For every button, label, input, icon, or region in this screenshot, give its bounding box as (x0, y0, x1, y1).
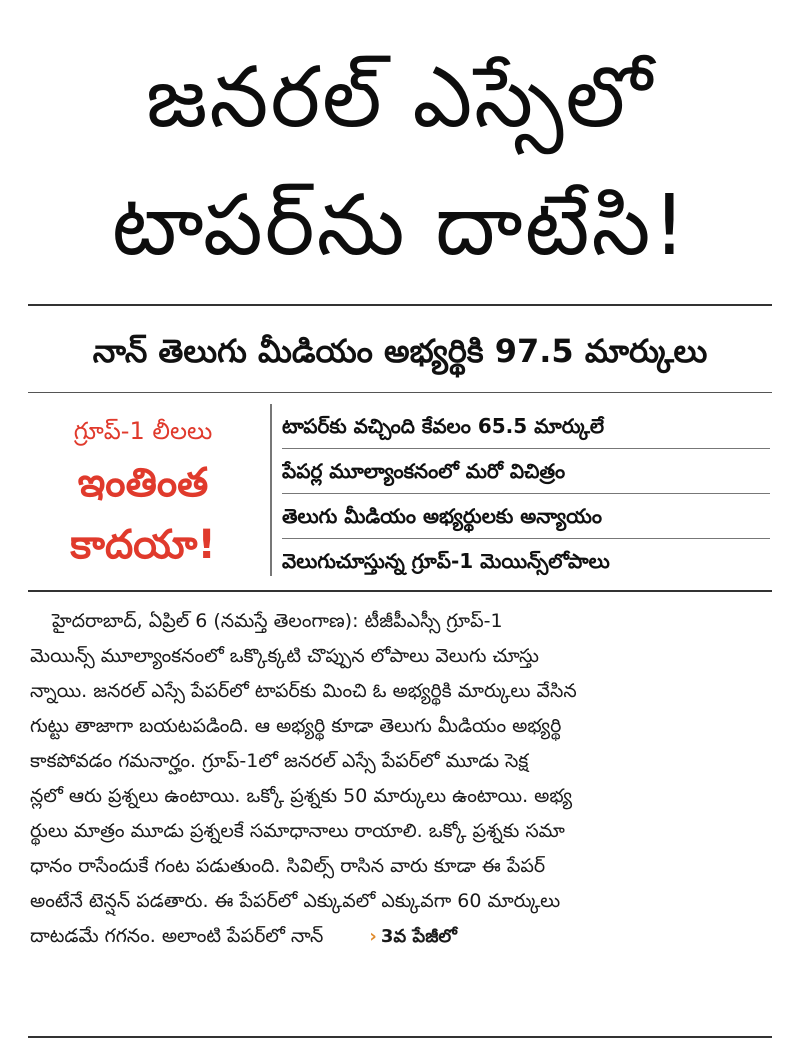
subheadline: నాన్ తెలుగు మీడియం అభ్యర్థికి 97.5 మార్కులు (92, 332, 708, 370)
body-line: న్లలో ఆరు ప్రశ్నలు ఉంటాయి. ఒక్కో ప్రశ్నకు 50 మార్కులు ఉంటాయి. అభ్య (30, 785, 573, 807)
continuation-label: 3వ పేజీలో (380, 926, 457, 947)
body-line: కాకపోవడం గమనార్హం. గ్రూప్-1లో జనరల్ ఎస్సే పేపర్‌లో మూడు సెక్ష (30, 750, 529, 772)
continuation-link[interactable] (369, 926, 457, 947)
kicker-line-1: గ్రూప్-1 లీలలు (73, 417, 213, 445)
divider-body (28, 590, 772, 592)
body-line: హైదరాబాద్, ఏప్రిల్ 6 (నమస్తే తెలంగాణ): టీజీపీఎస్సీ గ్రూప్-1 (52, 610, 503, 632)
headline-line-1: జనరల్ ఎస్సేలో (146, 48, 654, 146)
headline-line-2: టాపర్‌ను దాటేసి! (111, 176, 689, 274)
article-body (30, 604, 770, 954)
body-line: ధానం రాసేందుకే గంట పడుతుంది. సివిల్స్ రాసిన వారు కూడా ఈ పేపర్ (30, 855, 546, 877)
highlight-item: తెలుగు మీడియం అభ్యర్థులకు అన్యాయం (282, 494, 770, 539)
highlight-list (282, 404, 770, 583)
body-line: మెయిన్స్ మూల్యాంకనంలో ఒక్కొక్కటి చొప్పున లోపాలు వెలుగు చూస్తు (30, 645, 539, 667)
body-last-line (30, 919, 770, 954)
body-line: అంటేనే టెన్షన్ పడతారు. ఈ పేపర్‌లో ఎక్కువలో ఎక్కువగా 60 మార్కులు (30, 890, 561, 912)
body-line: న్నాయి. జనరల్ ఎస్సే పేపర్‌లో టాపర్‌కు మించి ఓ అభ్యర్థికి మార్కులు వేసిన (30, 680, 577, 702)
highlight-item: వెలుగుచూస్తున్న గ్రూప్-1 మెయిన్స్‌లోపాలు (282, 549, 610, 573)
kicker-box (28, 410, 258, 576)
highlight-item: పేపర్ల మూల్యాంకనంలో మరో విచిత్రం (282, 449, 770, 494)
kicker-divider (270, 404, 272, 576)
kicker-line-3: కాదయా! (70, 522, 216, 568)
divider-subheadline (28, 392, 772, 393)
divider-bottom (28, 1036, 772, 1038)
divider-top (28, 304, 772, 306)
kicker-line-2: ఇంతింత (77, 460, 209, 506)
body-line: ర్థులు మాత్రం మూడు ప్రశ్నలకే సమాధానాలు రాయాలి. ఒక్కో ప్రశ్నకు సమా (30, 820, 565, 842)
body-line: గుట్టు తాజాగా బయటపడింది. ఆ అభ్యర్థి కూడా తెలుగు మీడియం అభ్యర్థి (30, 715, 562, 737)
chevron-right-icon: › (369, 926, 377, 947)
body-last-text: దాటడమే గగనం. అలాంటి పేపర్‌లో నాన్ (30, 925, 324, 947)
highlight-item: టాపర్‌కు వచ్చింది కేవలం 65.5 మార్కులే (282, 404, 770, 449)
